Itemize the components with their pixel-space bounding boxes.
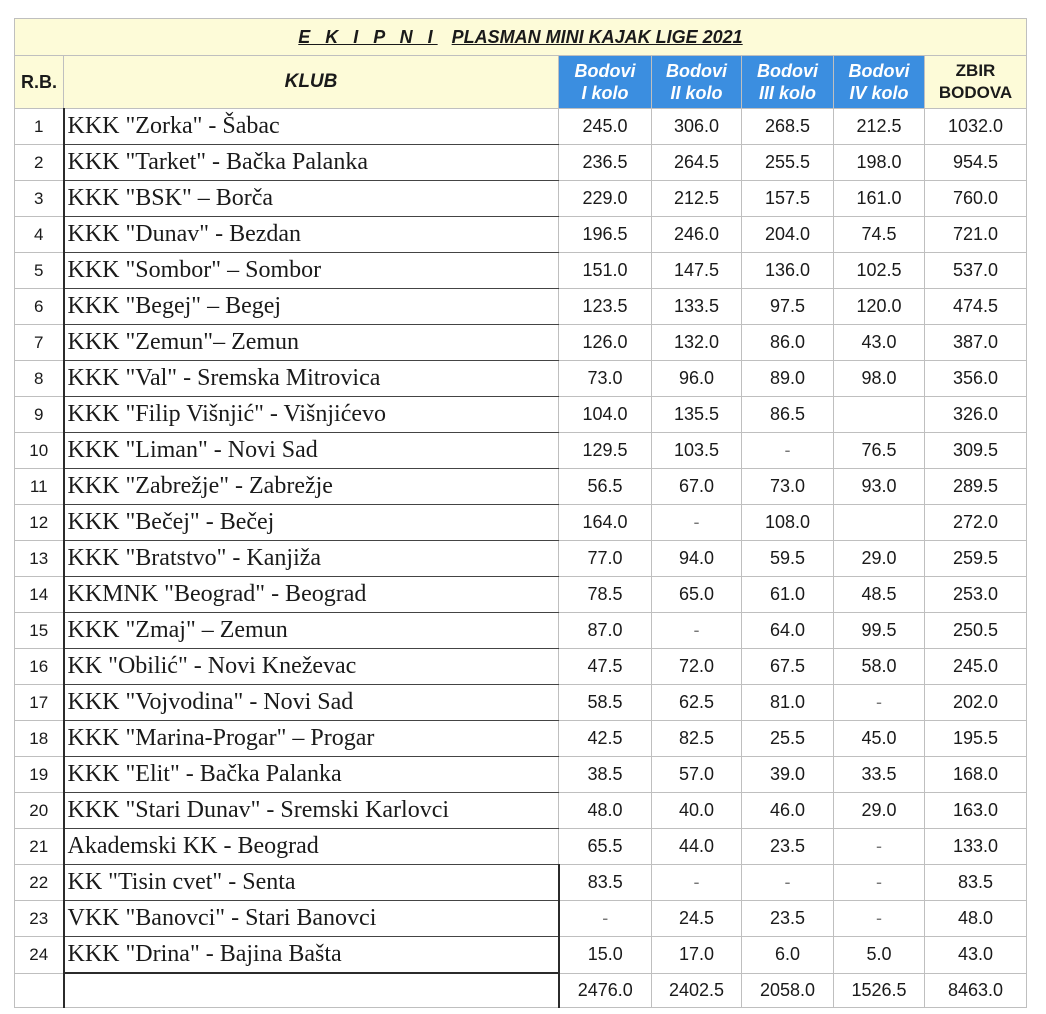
round-3-cell: 157.5 xyxy=(742,181,834,217)
rank-cell: 18 xyxy=(15,721,64,757)
round-3-cell: 136.0 xyxy=(742,253,834,289)
round-2-cell: 67.0 xyxy=(652,469,742,505)
round-2-cell: 17.0 xyxy=(652,937,742,974)
rank-cell: 1 xyxy=(15,109,64,145)
round-3-cell: 255.5 xyxy=(742,145,834,181)
club-name-cell: KKK "Sombor" – Sombor xyxy=(64,253,559,289)
round-1-cell: 123.5 xyxy=(559,289,652,325)
header-round-3-line2: III kolo xyxy=(758,83,816,103)
club-name-cell: KKK "Drina" - Bajina Bašta xyxy=(64,937,559,974)
total-cell: 133.0 xyxy=(925,829,1027,865)
total-cell: 387.0 xyxy=(925,325,1027,361)
round-3-cell: 81.0 xyxy=(742,685,834,721)
round-1-cell: 58.5 xyxy=(559,685,652,721)
round-4-cell: 33.5 xyxy=(834,757,925,793)
total-cell: 326.0 xyxy=(925,397,1027,433)
table-row xyxy=(15,181,1027,217)
rank-cell: 12 xyxy=(15,505,64,541)
round-2-cell: 96.0 xyxy=(652,361,742,397)
round-4-cell: 74.5 xyxy=(834,217,925,253)
header-total-line2: BODOVA xyxy=(938,83,1013,102)
table-row xyxy=(15,469,1027,505)
round-1-cell: 151.0 xyxy=(559,253,652,289)
round-1-cell: 15.0 xyxy=(559,937,652,974)
club-name-cell: KKK "Liman" - Novi Sad xyxy=(64,433,559,469)
round-2-cell: 40.0 xyxy=(652,793,742,829)
club-name-cell: KKK "Vojvodina" - Novi Sad xyxy=(64,685,559,721)
header-round-1-line1: Bodovi xyxy=(574,61,636,81)
round-2-cell: 44.0 xyxy=(652,829,742,865)
table-row xyxy=(15,361,1027,397)
round-3-cell: 23.5 xyxy=(742,901,834,937)
club-name-cell: KKK "Begej" – Begej xyxy=(64,289,559,325)
total-cell: 272.0 xyxy=(925,505,1027,541)
rank-cell: 11 xyxy=(15,469,64,505)
round-1-cell: 87.0 xyxy=(559,613,652,649)
total-cell: 474.5 xyxy=(925,289,1027,325)
round-4-cell: 198.0 xyxy=(834,145,925,181)
rank-cell: 9 xyxy=(15,397,64,433)
round-2-cell: 132.0 xyxy=(652,325,742,361)
table-row xyxy=(15,757,1027,793)
round-4-cell: 161.0 xyxy=(834,181,925,217)
club-name-cell: KKK "Elit" - Bačka Palanka xyxy=(64,757,559,793)
total-cell: 202.0 xyxy=(925,685,1027,721)
rank-cell: 20 xyxy=(15,793,64,829)
round-4-cell: 99.5 xyxy=(834,613,925,649)
rank-cell: 17 xyxy=(15,685,64,721)
club-name-cell: KKK "Zabrežje" - Zabrežje xyxy=(64,469,559,505)
club-name-cell: KKK "Val" - Sremska Mitrovica xyxy=(64,361,559,397)
round-2-cell: 103.5 xyxy=(652,433,742,469)
table-row xyxy=(15,289,1027,325)
totals-sum: 8463.0 xyxy=(925,973,1027,1008)
table-body xyxy=(15,19,1027,1008)
round-2-cell: 62.5 xyxy=(652,685,742,721)
round-3-cell: 23.5 xyxy=(742,829,834,865)
round-1-cell: 129.5 xyxy=(559,433,652,469)
round-4-cell xyxy=(834,505,925,541)
round-3-cell: 108.0 xyxy=(742,505,834,541)
round-2-cell: 264.5 xyxy=(652,145,742,181)
total-cell: 356.0 xyxy=(925,361,1027,397)
total-cell: 289.5 xyxy=(925,469,1027,505)
round-2-cell: 65.0 xyxy=(652,577,742,613)
round-3-cell: - xyxy=(742,865,834,901)
round-4-cell: 120.0 xyxy=(834,289,925,325)
total-cell: 1032.0 xyxy=(925,109,1027,145)
header-total xyxy=(925,56,1027,109)
table-row xyxy=(15,865,1027,901)
round-1-cell: 83.5 xyxy=(559,865,652,901)
page-title xyxy=(15,19,1027,56)
title-spaced: E K I P N I xyxy=(298,26,438,47)
club-name-cell: Akademski KK - Beograd xyxy=(64,829,559,865)
rank-cell: 2 xyxy=(15,145,64,181)
table-row xyxy=(15,649,1027,685)
round-3-cell: 46.0 xyxy=(742,793,834,829)
round-1-cell: 77.0 xyxy=(559,541,652,577)
round-4-cell xyxy=(834,397,925,433)
rank-cell: 13 xyxy=(15,541,64,577)
table-row xyxy=(15,109,1027,145)
totals-round-3: 2058.0 xyxy=(742,973,834,1008)
round-1-cell: 229.0 xyxy=(559,181,652,217)
club-name-cell: KKMNK "Beograd" - Beograd xyxy=(64,577,559,613)
header-round-2-line2: II kolo xyxy=(670,83,723,103)
round-1-cell: 104.0 xyxy=(559,397,652,433)
header-round-1-line2: I kolo xyxy=(581,83,629,103)
round-3-cell: 59.5 xyxy=(742,541,834,577)
round-1-cell: 236.5 xyxy=(559,145,652,181)
table-row xyxy=(15,793,1027,829)
rank-cell: 21 xyxy=(15,829,64,865)
round-1-cell: - xyxy=(559,901,652,937)
rank-cell: 22 xyxy=(15,865,64,901)
total-cell: 309.5 xyxy=(925,433,1027,469)
round-4-cell: - xyxy=(834,865,925,901)
rank-cell: 10 xyxy=(15,433,64,469)
club-name-cell: KKK "Bečej" - Bečej xyxy=(64,505,559,541)
club-name-cell: KKK "Tarket" - Bačka Palanka xyxy=(64,145,559,181)
round-2-cell: 82.5 xyxy=(652,721,742,757)
table-row xyxy=(15,937,1027,974)
table-row xyxy=(15,901,1027,937)
rank-cell: 7 xyxy=(15,325,64,361)
round-1-cell: 42.5 xyxy=(559,721,652,757)
table-row xyxy=(15,829,1027,865)
rank-cell: 14 xyxy=(15,577,64,613)
header-round-3-line1: Bodovi xyxy=(757,61,818,81)
round-1-cell: 48.0 xyxy=(559,793,652,829)
rank-cell: 5 xyxy=(15,253,64,289)
totals-row xyxy=(15,973,1027,1008)
header-row xyxy=(15,56,1027,109)
total-cell: 168.0 xyxy=(925,757,1027,793)
table-row xyxy=(15,397,1027,433)
round-2-cell: 246.0 xyxy=(652,217,742,253)
round-2-cell: - xyxy=(652,865,742,901)
rank-cell: 6 xyxy=(15,289,64,325)
club-name-cell: VKK "Banovci" - Stari Banovci xyxy=(64,901,559,937)
total-cell: 537.0 xyxy=(925,253,1027,289)
round-2-cell: - xyxy=(652,505,742,541)
header-round-4-line2: IV kolo xyxy=(849,83,909,103)
rank-cell: 15 xyxy=(15,613,64,649)
total-cell: 253.0 xyxy=(925,577,1027,613)
header-round-3 xyxy=(742,56,834,109)
round-4-cell: 43.0 xyxy=(834,325,925,361)
total-cell: 43.0 xyxy=(925,937,1027,974)
table-row xyxy=(15,721,1027,757)
round-2-cell: 147.5 xyxy=(652,253,742,289)
round-2-cell: 306.0 xyxy=(652,109,742,145)
round-4-cell: - xyxy=(834,901,925,937)
header-round-4-line1: Bodovi xyxy=(848,61,910,81)
table-row xyxy=(15,541,1027,577)
round-2-cell: 72.0 xyxy=(652,649,742,685)
round-3-cell: 86.0 xyxy=(742,325,834,361)
round-4-cell: 5.0 xyxy=(834,937,925,974)
rank-cell: 19 xyxy=(15,757,64,793)
round-4-cell: 98.0 xyxy=(834,361,925,397)
club-name-cell: KKK "Zmaj" – Zemun xyxy=(64,613,559,649)
totals-round-2: 2402.5 xyxy=(652,973,742,1008)
round-2-cell: 133.5 xyxy=(652,289,742,325)
header-round-2 xyxy=(652,56,742,109)
total-cell: 250.5 xyxy=(925,613,1027,649)
round-2-cell: 24.5 xyxy=(652,901,742,937)
round-2-cell: 94.0 xyxy=(652,541,742,577)
round-3-cell: 97.5 xyxy=(742,289,834,325)
header-total-line1: ZBIR xyxy=(955,61,996,80)
rank-cell: 8 xyxy=(15,361,64,397)
title-rest: PLASMAN MINI KAJAK LIGE 2021 xyxy=(451,26,743,47)
club-name-cell: KKK "BSK" – Borča xyxy=(64,181,559,217)
round-3-cell: - xyxy=(742,433,834,469)
table-row xyxy=(15,577,1027,613)
totals-round-4: 1526.5 xyxy=(834,973,925,1008)
club-name-cell: KKK "Marina-Progar" – Progar xyxy=(64,721,559,757)
standings-table xyxy=(14,18,1027,1008)
table-row xyxy=(15,505,1027,541)
round-1-cell: 38.5 xyxy=(559,757,652,793)
round-3-cell: 64.0 xyxy=(742,613,834,649)
club-name-cell: KKK "Zemun"– Zemun xyxy=(64,325,559,361)
header-round-1 xyxy=(559,56,652,109)
round-4-cell: 29.0 xyxy=(834,541,925,577)
totals-club-cell xyxy=(64,973,559,1008)
round-4-cell: 58.0 xyxy=(834,649,925,685)
header-round-4 xyxy=(834,56,925,109)
round-1-cell: 78.5 xyxy=(559,577,652,613)
club-name-cell: KKK "Dunav" - Bezdan xyxy=(64,217,559,253)
rank-cell: 16 xyxy=(15,649,64,685)
club-name-cell: KKK "Stari Dunav" - Sremski Karlovci xyxy=(64,793,559,829)
club-name-cell: KK "Obilić" - Novi Kneževac xyxy=(64,649,559,685)
table-row xyxy=(15,613,1027,649)
club-name-cell: KKK "Filip Višnjić" - Višnjićevo xyxy=(64,397,559,433)
round-2-cell: 135.5 xyxy=(652,397,742,433)
round-2-cell: 212.5 xyxy=(652,181,742,217)
round-3-cell: 73.0 xyxy=(742,469,834,505)
round-3-cell: 268.5 xyxy=(742,109,834,145)
round-4-cell: 93.0 xyxy=(834,469,925,505)
round-4-cell: 212.5 xyxy=(834,109,925,145)
table-row xyxy=(15,253,1027,289)
total-cell: 245.0 xyxy=(925,649,1027,685)
table-row xyxy=(15,217,1027,253)
rank-cell: 4 xyxy=(15,217,64,253)
round-1-cell: 73.0 xyxy=(559,361,652,397)
round-4-cell: 29.0 xyxy=(834,793,925,829)
round-3-cell: 25.5 xyxy=(742,721,834,757)
round-4-cell: 48.5 xyxy=(834,577,925,613)
round-3-cell: 67.5 xyxy=(742,649,834,685)
rank-cell: 24 xyxy=(15,937,64,974)
round-4-cell: 76.5 xyxy=(834,433,925,469)
total-cell: 954.5 xyxy=(925,145,1027,181)
round-2-cell: 57.0 xyxy=(652,757,742,793)
round-1-cell: 164.0 xyxy=(559,505,652,541)
header-round-2-line1: Bodovi xyxy=(666,61,727,81)
club-name-cell: KKK "Bratstvo" - Kanjiža xyxy=(64,541,559,577)
total-cell: 760.0 xyxy=(925,181,1027,217)
total-cell: 163.0 xyxy=(925,793,1027,829)
round-1-cell: 65.5 xyxy=(559,829,652,865)
round-3-cell: 61.0 xyxy=(742,577,834,613)
total-cell: 48.0 xyxy=(925,901,1027,937)
round-4-cell: - xyxy=(834,685,925,721)
rank-cell: 3 xyxy=(15,181,64,217)
round-3-cell: 89.0 xyxy=(742,361,834,397)
total-cell: 195.5 xyxy=(925,721,1027,757)
table-row xyxy=(15,325,1027,361)
club-name-cell: KK "Tisin cvet" - Senta xyxy=(64,865,559,901)
round-3-cell: 86.5 xyxy=(742,397,834,433)
round-1-cell: 47.5 xyxy=(559,649,652,685)
rank-cell: 23 xyxy=(15,901,64,937)
total-cell: 83.5 xyxy=(925,865,1027,901)
header-rb: R.B. xyxy=(15,56,64,109)
totals-rank-cell xyxy=(15,973,64,1008)
round-1-cell: 126.0 xyxy=(559,325,652,361)
round-1-cell: 196.5 xyxy=(559,217,652,253)
table-row xyxy=(15,145,1027,181)
club-name-cell: KKK "Zorka" - Šabac xyxy=(64,109,559,145)
round-1-cell: 245.0 xyxy=(559,109,652,145)
total-cell: 259.5 xyxy=(925,541,1027,577)
table-row xyxy=(15,685,1027,721)
round-4-cell: - xyxy=(834,829,925,865)
round-1-cell: 56.5 xyxy=(559,469,652,505)
round-4-cell: 45.0 xyxy=(834,721,925,757)
round-3-cell: 39.0 xyxy=(742,757,834,793)
round-4-cell: 102.5 xyxy=(834,253,925,289)
round-3-cell: 204.0 xyxy=(742,217,834,253)
header-klub: KLUB xyxy=(64,56,559,109)
table-row xyxy=(15,433,1027,469)
round-3-cell: 6.0 xyxy=(742,937,834,974)
totals-round-1: 2476.0 xyxy=(559,973,652,1008)
round-2-cell: - xyxy=(652,613,742,649)
total-cell: 721.0 xyxy=(925,217,1027,253)
